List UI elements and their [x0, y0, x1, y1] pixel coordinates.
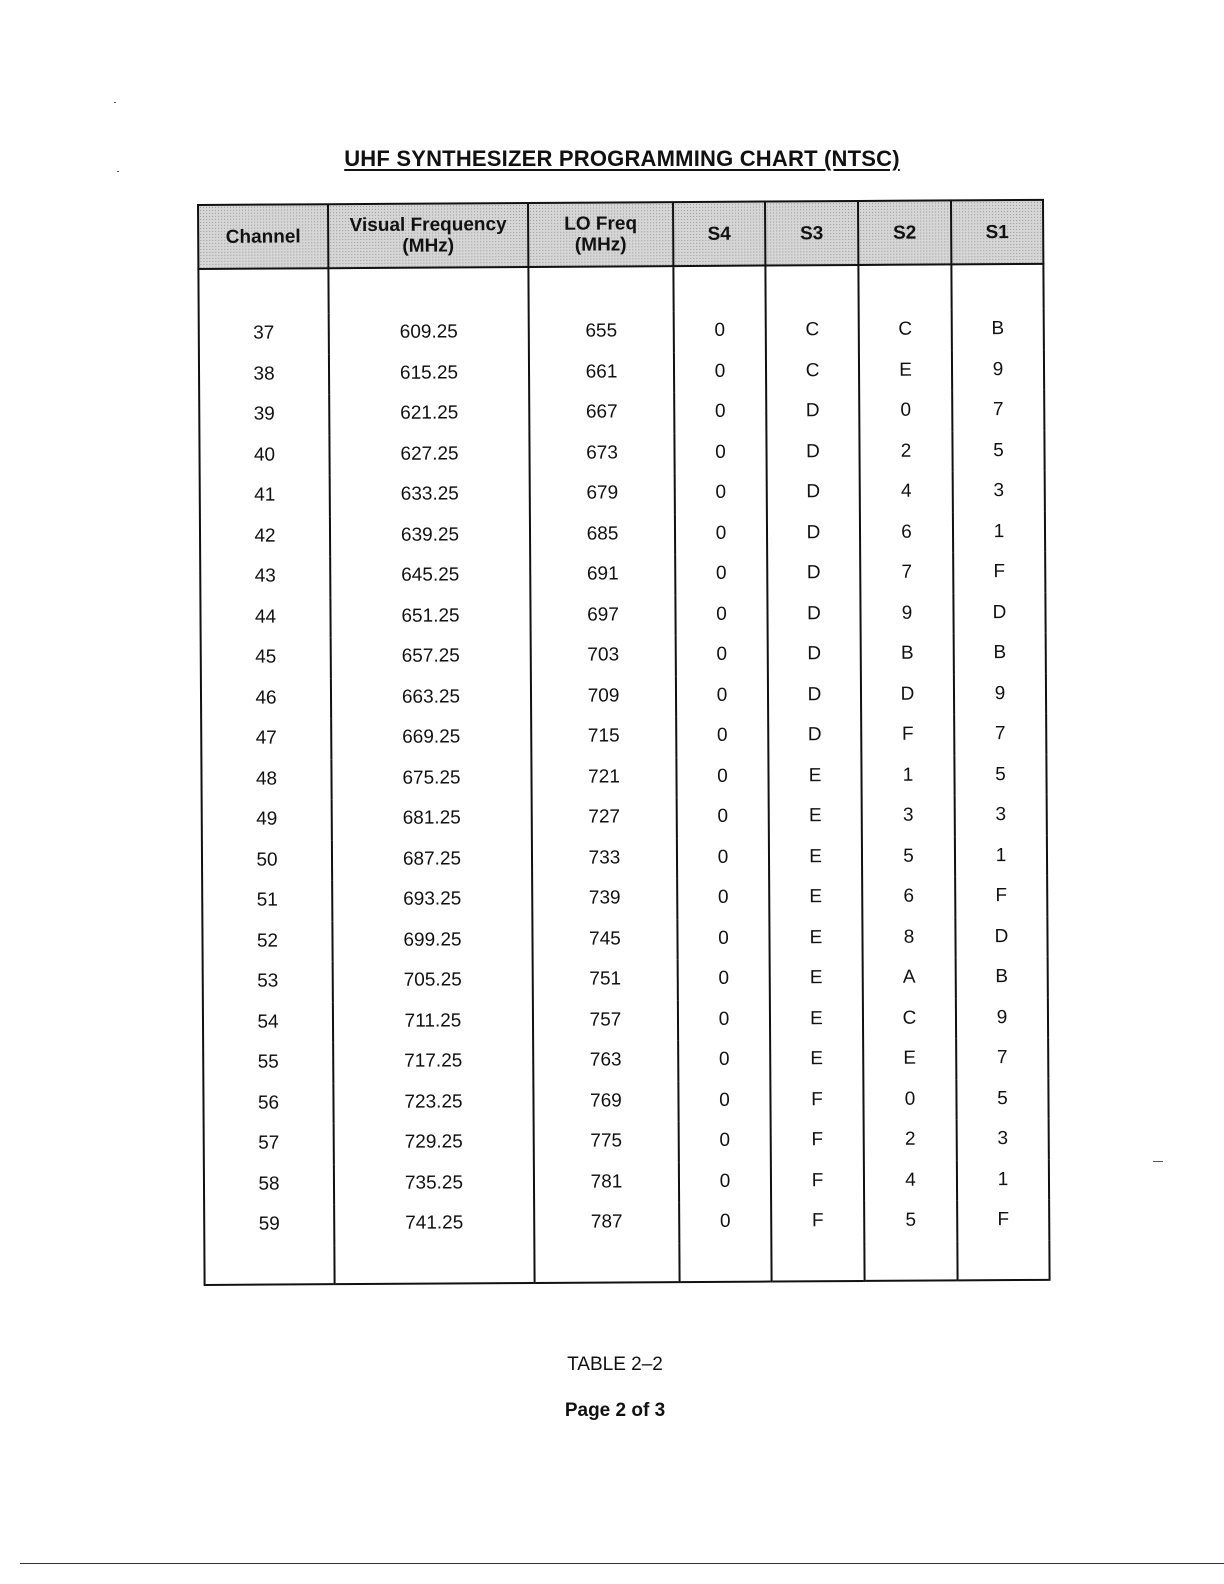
header-lo-freq — [528, 202, 673, 267]
cell-s1: B — [952, 309, 1044, 350]
cell-channel: 49 — [202, 799, 332, 840]
header-lo-line2: (MHz) — [574, 234, 627, 256]
cell-s1: 3 — [953, 471, 1045, 512]
cell-lo-freq: 673 — [529, 433, 674, 474]
cell-s2: 5 — [862, 836, 955, 877]
cell-s3: E — [770, 998, 863, 1039]
page-number-label: Page 2 of 3 — [564, 1400, 666, 1421]
cell-visual-frequency: 723.25 — [333, 1081, 533, 1123]
cell-visual-frequency: 699.25 — [332, 919, 532, 961]
cell-s2: 0 — [859, 390, 952, 431]
cell-channel: 53 — [203, 961, 333, 1002]
scan-speck — [1153, 1161, 1163, 1162]
cell-s1: F — [955, 876, 1047, 917]
header-s3-label: S3 — [800, 222, 824, 244]
cell-channel: 40 — [199, 435, 329, 476]
cell-visual-frequency: 687.25 — [332, 838, 532, 880]
cell-s3: D — [766, 391, 859, 432]
header-visual-line2: (MHz) — [402, 235, 455, 257]
cell-s3: D — [767, 553, 860, 594]
cell-s4: 0 — [677, 837, 769, 878]
table-row — [199, 309, 1044, 355]
cell-s1: 3 — [957, 1119, 1049, 1160]
cell-lo-freq: 679 — [530, 473, 675, 514]
cell-s2: 1 — [861, 755, 954, 796]
cell-visual-frequency: 609.25 — [329, 312, 529, 354]
cell-s2: 6 — [862, 876, 955, 917]
cell-s4: 0 — [676, 716, 768, 757]
cell-lo-freq: 697 — [530, 595, 675, 636]
header-s3 — [765, 201, 858, 266]
table-row — [203, 957, 1048, 1003]
cell-s2: 0 — [863, 1079, 956, 1120]
cell-visual-frequency: 627.25 — [329, 433, 529, 475]
cell-lo-freq: 751 — [533, 959, 678, 1000]
table-row — [204, 1159, 1049, 1205]
cell-lo-freq: 703 — [531, 635, 676, 676]
header-s2-label: S2 — [892, 222, 917, 244]
cell-s4: 0 — [675, 554, 767, 595]
cell-s2: C — [863, 998, 956, 1039]
cell-s2: 4 — [860, 471, 953, 512]
cell-visual-frequency: 711.25 — [333, 1000, 533, 1042]
cell-s1: 5 — [954, 754, 1046, 795]
cell-s4: 0 — [679, 1121, 771, 1162]
table-top-spacer — [198, 264, 1043, 314]
cell-visual-frequency: 741.25 — [334, 1203, 534, 1245]
cell-s3: E — [768, 755, 861, 796]
table-row — [204, 1119, 1049, 1165]
scan-speck — [114, 102, 116, 103]
table-row — [204, 1200, 1049, 1246]
cell-channel: 47 — [201, 718, 331, 759]
table-row — [203, 997, 1048, 1043]
cell-s2: D — [861, 674, 954, 715]
cell-visual-frequency: 735.25 — [334, 1162, 534, 1204]
page-title: UHF SYNTHESIZER PROGRAMMING CHART (NTSC) — [344, 146, 900, 171]
cell-s3: C — [766, 350, 859, 391]
cell-visual-frequency: 615.25 — [329, 352, 529, 394]
table-row — [199, 349, 1044, 395]
cell-s1: F — [953, 552, 1045, 593]
cell-s4: 0 — [674, 432, 766, 473]
cell-s2: 5 — [864, 1200, 957, 1241]
header-visual-line1: Visual Frequency — [349, 214, 507, 237]
cell-s4: 0 — [677, 878, 769, 919]
cell-s3: E — [769, 877, 862, 918]
header-s2 — [858, 200, 951, 265]
cell-visual-frequency: 663.25 — [331, 676, 531, 718]
cell-s4: 0 — [674, 351, 766, 392]
cell-s1: B — [956, 957, 1048, 998]
cell-visual-frequency: 729.25 — [334, 1122, 534, 1164]
cell-s4: 0 — [677, 797, 769, 838]
cell-visual-frequency: 693.25 — [332, 879, 532, 921]
cell-s2: 2 — [859, 431, 952, 472]
table-row — [202, 835, 1047, 881]
cell-s1: 1 — [953, 511, 1045, 552]
cell-lo-freq: 769 — [533, 1081, 678, 1122]
cell-s3: E — [769, 917, 862, 958]
cell-lo-freq: 739 — [532, 878, 677, 919]
cell-lo-freq: 757 — [533, 1000, 678, 1041]
header-s4 — [673, 202, 765, 267]
cell-s3: D — [767, 472, 860, 513]
cell-s2: 8 — [862, 917, 955, 958]
table-number-label: TABLE 2–2 — [567, 1354, 663, 1375]
cell-lo-freq: 787 — [534, 1202, 679, 1243]
cell-s4: 0 — [679, 1202, 771, 1243]
cell-s1: D — [955, 916, 1047, 957]
table-row — [203, 1038, 1048, 1084]
cell-channel: 55 — [203, 1042, 333, 1083]
programming-chart-table — [197, 199, 1051, 1286]
cell-visual-frequency: 669.25 — [331, 717, 531, 759]
cell-channel: 45 — [201, 637, 331, 678]
cell-channel: 59 — [204, 1204, 334, 1245]
header-s4-label: S4 — [707, 223, 731, 245]
cell-channel: 44 — [200, 597, 330, 638]
scan-speck — [117, 171, 119, 172]
table-row — [199, 390, 1044, 436]
cell-visual-frequency: 675.25 — [331, 757, 531, 799]
cell-s3: E — [770, 1039, 863, 1080]
table-row — [200, 471, 1045, 517]
cell-s1: 9 — [956, 997, 1048, 1038]
cell-visual-frequency: 633.25 — [330, 474, 530, 516]
cell-s1: 9 — [952, 349, 1044, 390]
cell-s1: 1 — [955, 835, 1047, 876]
cell-s3: D — [767, 512, 860, 553]
table-row — [199, 430, 1044, 476]
cell-lo-freq: 733 — [532, 838, 677, 879]
cell-s1: 7 — [956, 1038, 1048, 1079]
cell-s2: 7 — [860, 552, 953, 593]
cell-s4: 0 — [679, 1161, 771, 1202]
table-row — [200, 552, 1045, 598]
cell-s3: E — [769, 796, 862, 837]
cell-s3: E — [769, 836, 862, 877]
cell-visual-frequency: 651.25 — [330, 595, 530, 637]
cell-channel: 56 — [203, 1083, 333, 1124]
cell-s4: 0 — [678, 999, 770, 1040]
cell-s1: 1 — [957, 1159, 1049, 1200]
cell-lo-freq: 667 — [529, 392, 674, 433]
cell-s2: 3 — [862, 795, 955, 836]
cell-s1: D — [953, 592, 1045, 633]
header-s1 — [951, 200, 1043, 265]
cell-s4: 0 — [678, 1080, 770, 1121]
table-row — [201, 633, 1046, 679]
cell-visual-frequency: 621.25 — [329, 393, 529, 435]
cell-s3: F — [771, 1120, 864, 1161]
cell-s1: 3 — [955, 795, 1047, 836]
cell-lo-freq: 715 — [531, 716, 676, 757]
cell-s2: A — [863, 957, 956, 998]
cell-s3: F — [771, 1160, 864, 1201]
table-row — [203, 1078, 1048, 1124]
cell-lo-freq: 655 — [529, 311, 674, 352]
cell-s3: D — [767, 593, 860, 634]
cell-visual-frequency: 639.25 — [330, 514, 530, 556]
cell-s2: 2 — [864, 1119, 957, 1160]
cell-s4: 0 — [678, 1040, 770, 1081]
cell-channel: 39 — [199, 394, 329, 435]
cell-channel: 57 — [204, 1123, 334, 1164]
programming-chart-table-wrapper — [197, 199, 1049, 1280]
cell-channel: 50 — [202, 840, 332, 881]
cell-channel: 37 — [199, 313, 329, 354]
cell-s2: C — [859, 309, 952, 350]
table-row — [201, 673, 1046, 719]
cell-s2: E — [859, 350, 952, 391]
table-row — [200, 511, 1045, 557]
cell-lo-freq: 709 — [531, 676, 676, 717]
cell-s4: 0 — [675, 473, 767, 514]
cell-s3: C — [766, 310, 859, 351]
cell-lo-freq: 745 — [532, 919, 677, 960]
cell-s4: 0 — [675, 594, 767, 635]
cell-lo-freq: 685 — [530, 514, 675, 555]
cell-channel: 43 — [200, 556, 330, 597]
table-row — [200, 592, 1045, 638]
header-lo-line1: LO Freq — [564, 213, 638, 235]
cell-s4: 0 — [675, 513, 767, 554]
cell-s3: F — [770, 1079, 863, 1120]
table-row — [202, 876, 1047, 922]
cell-s3: D — [766, 431, 859, 472]
cell-channel: 52 — [202, 921, 332, 962]
cell-s3: D — [768, 634, 861, 675]
cell-s1: 7 — [954, 714, 1046, 755]
cell-s4: 0 — [674, 392, 766, 433]
cell-s4: 0 — [676, 675, 768, 716]
cell-channel: 48 — [201, 759, 331, 800]
cell-s2: 4 — [864, 1160, 957, 1201]
cell-lo-freq: 781 — [534, 1162, 679, 1203]
cell-visual-frequency: 705.25 — [333, 960, 533, 1002]
cell-s1: 9 — [954, 673, 1046, 714]
cell-s1: F — [957, 1200, 1049, 1241]
header-channel — [198, 204, 328, 269]
cell-s4: 0 — [676, 635, 768, 676]
cell-s4: 0 — [678, 959, 770, 1000]
cell-s3: D — [768, 715, 861, 756]
cell-s2: 6 — [860, 512, 953, 553]
cell-lo-freq: 763 — [533, 1040, 678, 1081]
cell-channel: 58 — [204, 1164, 334, 1205]
table-row — [201, 714, 1046, 760]
cell-s1: 7 — [952, 390, 1044, 431]
header-visual-frequency — [328, 203, 528, 268]
cell-lo-freq: 661 — [529, 352, 674, 393]
cell-s4: 0 — [674, 311, 766, 352]
cell-s4: 0 — [676, 756, 768, 797]
cell-channel: 46 — [201, 678, 331, 719]
cell-s2: 9 — [860, 593, 953, 634]
cell-s3: D — [768, 674, 861, 715]
table-row — [201, 754, 1046, 800]
cell-s2: E — [863, 1038, 956, 1079]
page-bottom-rule — [20, 1563, 1224, 1564]
cell-s1: 5 — [956, 1078, 1048, 1119]
cell-visual-frequency: 717.25 — [333, 1041, 533, 1083]
cell-s3: E — [770, 958, 863, 999]
cell-s3: F — [771, 1201, 864, 1242]
cell-s2: F — [861, 714, 954, 755]
cell-visual-frequency: 681.25 — [332, 798, 532, 840]
cell-lo-freq: 721 — [531, 757, 676, 798]
cell-channel: 42 — [200, 516, 330, 557]
cell-channel: 51 — [202, 880, 332, 921]
table-row — [202, 795, 1047, 841]
cell-lo-freq: 691 — [530, 554, 675, 595]
cell-channel: 41 — [200, 475, 330, 516]
table-row — [202, 916, 1047, 962]
cell-visual-frequency: 645.25 — [330, 555, 530, 597]
cell-lo-freq: 775 — [534, 1121, 679, 1162]
cell-lo-freq: 727 — [532, 797, 677, 838]
table-bottom-spacer — [204, 1240, 1049, 1284]
cell-visual-frequency: 657.25 — [331, 636, 531, 678]
cell-s2: B — [861, 633, 954, 674]
cell-s4: 0 — [677, 918, 769, 959]
table-header-row — [198, 200, 1043, 269]
cell-channel: 38 — [199, 354, 329, 395]
cell-channel: 54 — [203, 1002, 333, 1043]
table-body — [198, 264, 1049, 1285]
header-channel-label: Channel — [225, 225, 301, 248]
cell-s1: 5 — [952, 430, 1044, 471]
cell-s1: B — [954, 633, 1046, 674]
header-s1-label: S1 — [985, 221, 1009, 243]
